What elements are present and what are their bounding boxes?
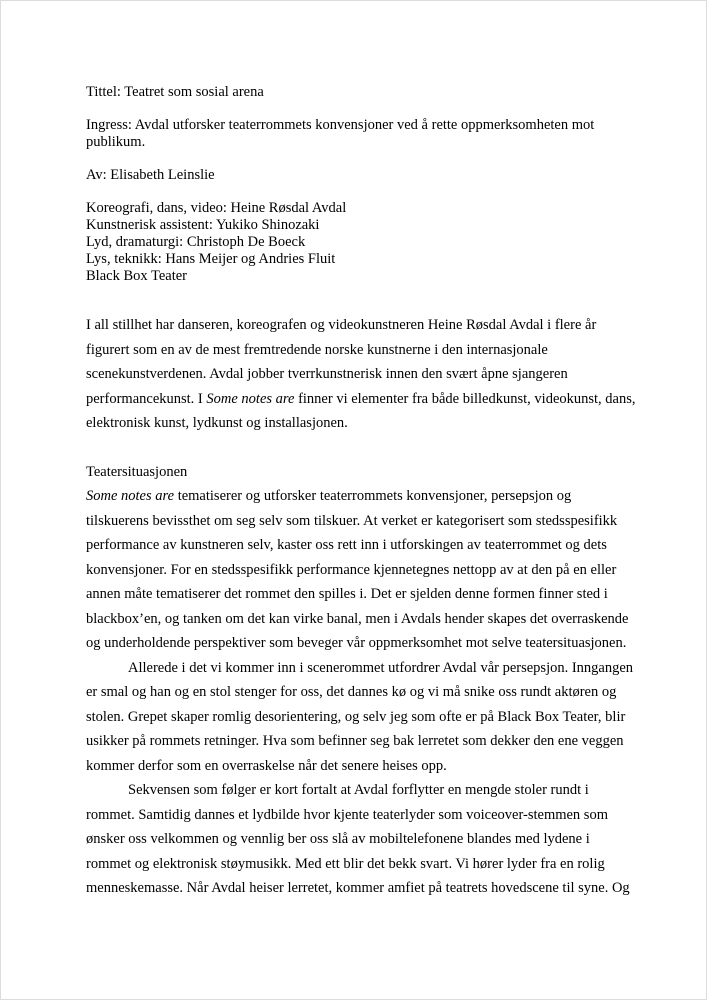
paragraph-theatre-situation (86, 484, 637, 656)
paragraph-intro (86, 313, 637, 436)
title-line: Tittel: Teatret som sosial arena (86, 84, 264, 100)
text-run: Allerede i det vi kommer inn i scenerommet utfordrer Avdal vår persepsjon. Inngangen er smal og han og en stol stenger for oss, det dannes kø og vi må snike oss rundt aktøren og stolen. Grepet skaper romlig desorientering, og selv jeg som ofte er på Black Box Teater, blir usikker på rommets retninger. Hva som befinner seg bak lerretet som dekker den ene veggen kommer derfor som en overraskelse når det senere heises opp. (86, 659, 634, 774)
text-run: tematiserer og utforsker teaterrommets konvensjoner, persepsjon og tilskuerens bevissthet om seg selv som tilskuer. At verket er kategorisert som stedsspesifikk performance av kunstneren selv, kaster oss rett inn i utforskingen av teaterrommet og dets konvensjoner. For en stedsspesifikk performance kjennetegnes nettopp av at den på en eller annen måte tematiserer det rommet den spilles i. Det er sjelden denne formen finner sted i blackbox’en, og tanken om det kan virke banal, men i Avdals hender skapes det overraskende og underholdende perspektiver som beveger vår oppmerksomhet mot selve teatersituasjonen. (86, 488, 629, 651)
text-run: Sekvensen som følger er kort fortalt at Avdal forflytter en mengde stoler rundt i rommet. Samtidig dannes et lydbilde hvor kjente teaterlyder som voiceover-stemmen som ønsker oss velkommen og vennlig ber oss slå av mobiltelefonene blandes med lydene i rommet og elektronisk støymusikk. Med ett blir det bekk svart. Vi hører lyder fra en rolig menneskemasse. Når Avdal heiser lerretet, kommer amfiet på teatrets hovedscene til syne. Og (86, 782, 630, 896)
byline: Av: Elisabeth Leinslie (86, 167, 215, 183)
paragraph-sequence (86, 778, 637, 901)
text-run: I all stillhet har danseren, koreografen og videokunstneren Heine Røsdal Avdal i flere år figurert som en av de mest fremtredende norske kunstnerne i den internasjonale scenekunstverdenen. Avdal jobber tverrkunstnerisk innen den svært åpne sjangeren performancekunst. I (86, 317, 597, 407)
italic-text-run: Some notes are (206, 390, 295, 407)
italic-text-run: Some notes are (86, 488, 175, 504)
paragraph-entrance (86, 656, 637, 779)
document-content (86, 84, 637, 901)
text-run: finner vi elementer fra både billedkunst, videokunst, dans, elektronisk kunst, lydkunst og installasjonen. (86, 390, 636, 431)
section-heading: Teatersituasjonen (86, 463, 188, 480)
credit-line: Lyd, dramaturgi: Christoph De Boeck (86, 234, 306, 250)
credit-line: Koreografi, dans, video: Heine Røsdal Avdal (86, 200, 347, 216)
credit-line: Kunstnerisk assistent: Yukiko Shinozaki (86, 217, 320, 233)
credits-block (86, 200, 637, 285)
credit-line: Black Box Teater (86, 268, 187, 284)
credit-line: Lys, teknikk: Hans Meijer og Andries Fluit (86, 251, 336, 267)
ingress-line: Ingress: Avdal utforsker teaterrommets konvensjoner ved å rette oppmerksomheten mot publikum. (86, 117, 595, 150)
